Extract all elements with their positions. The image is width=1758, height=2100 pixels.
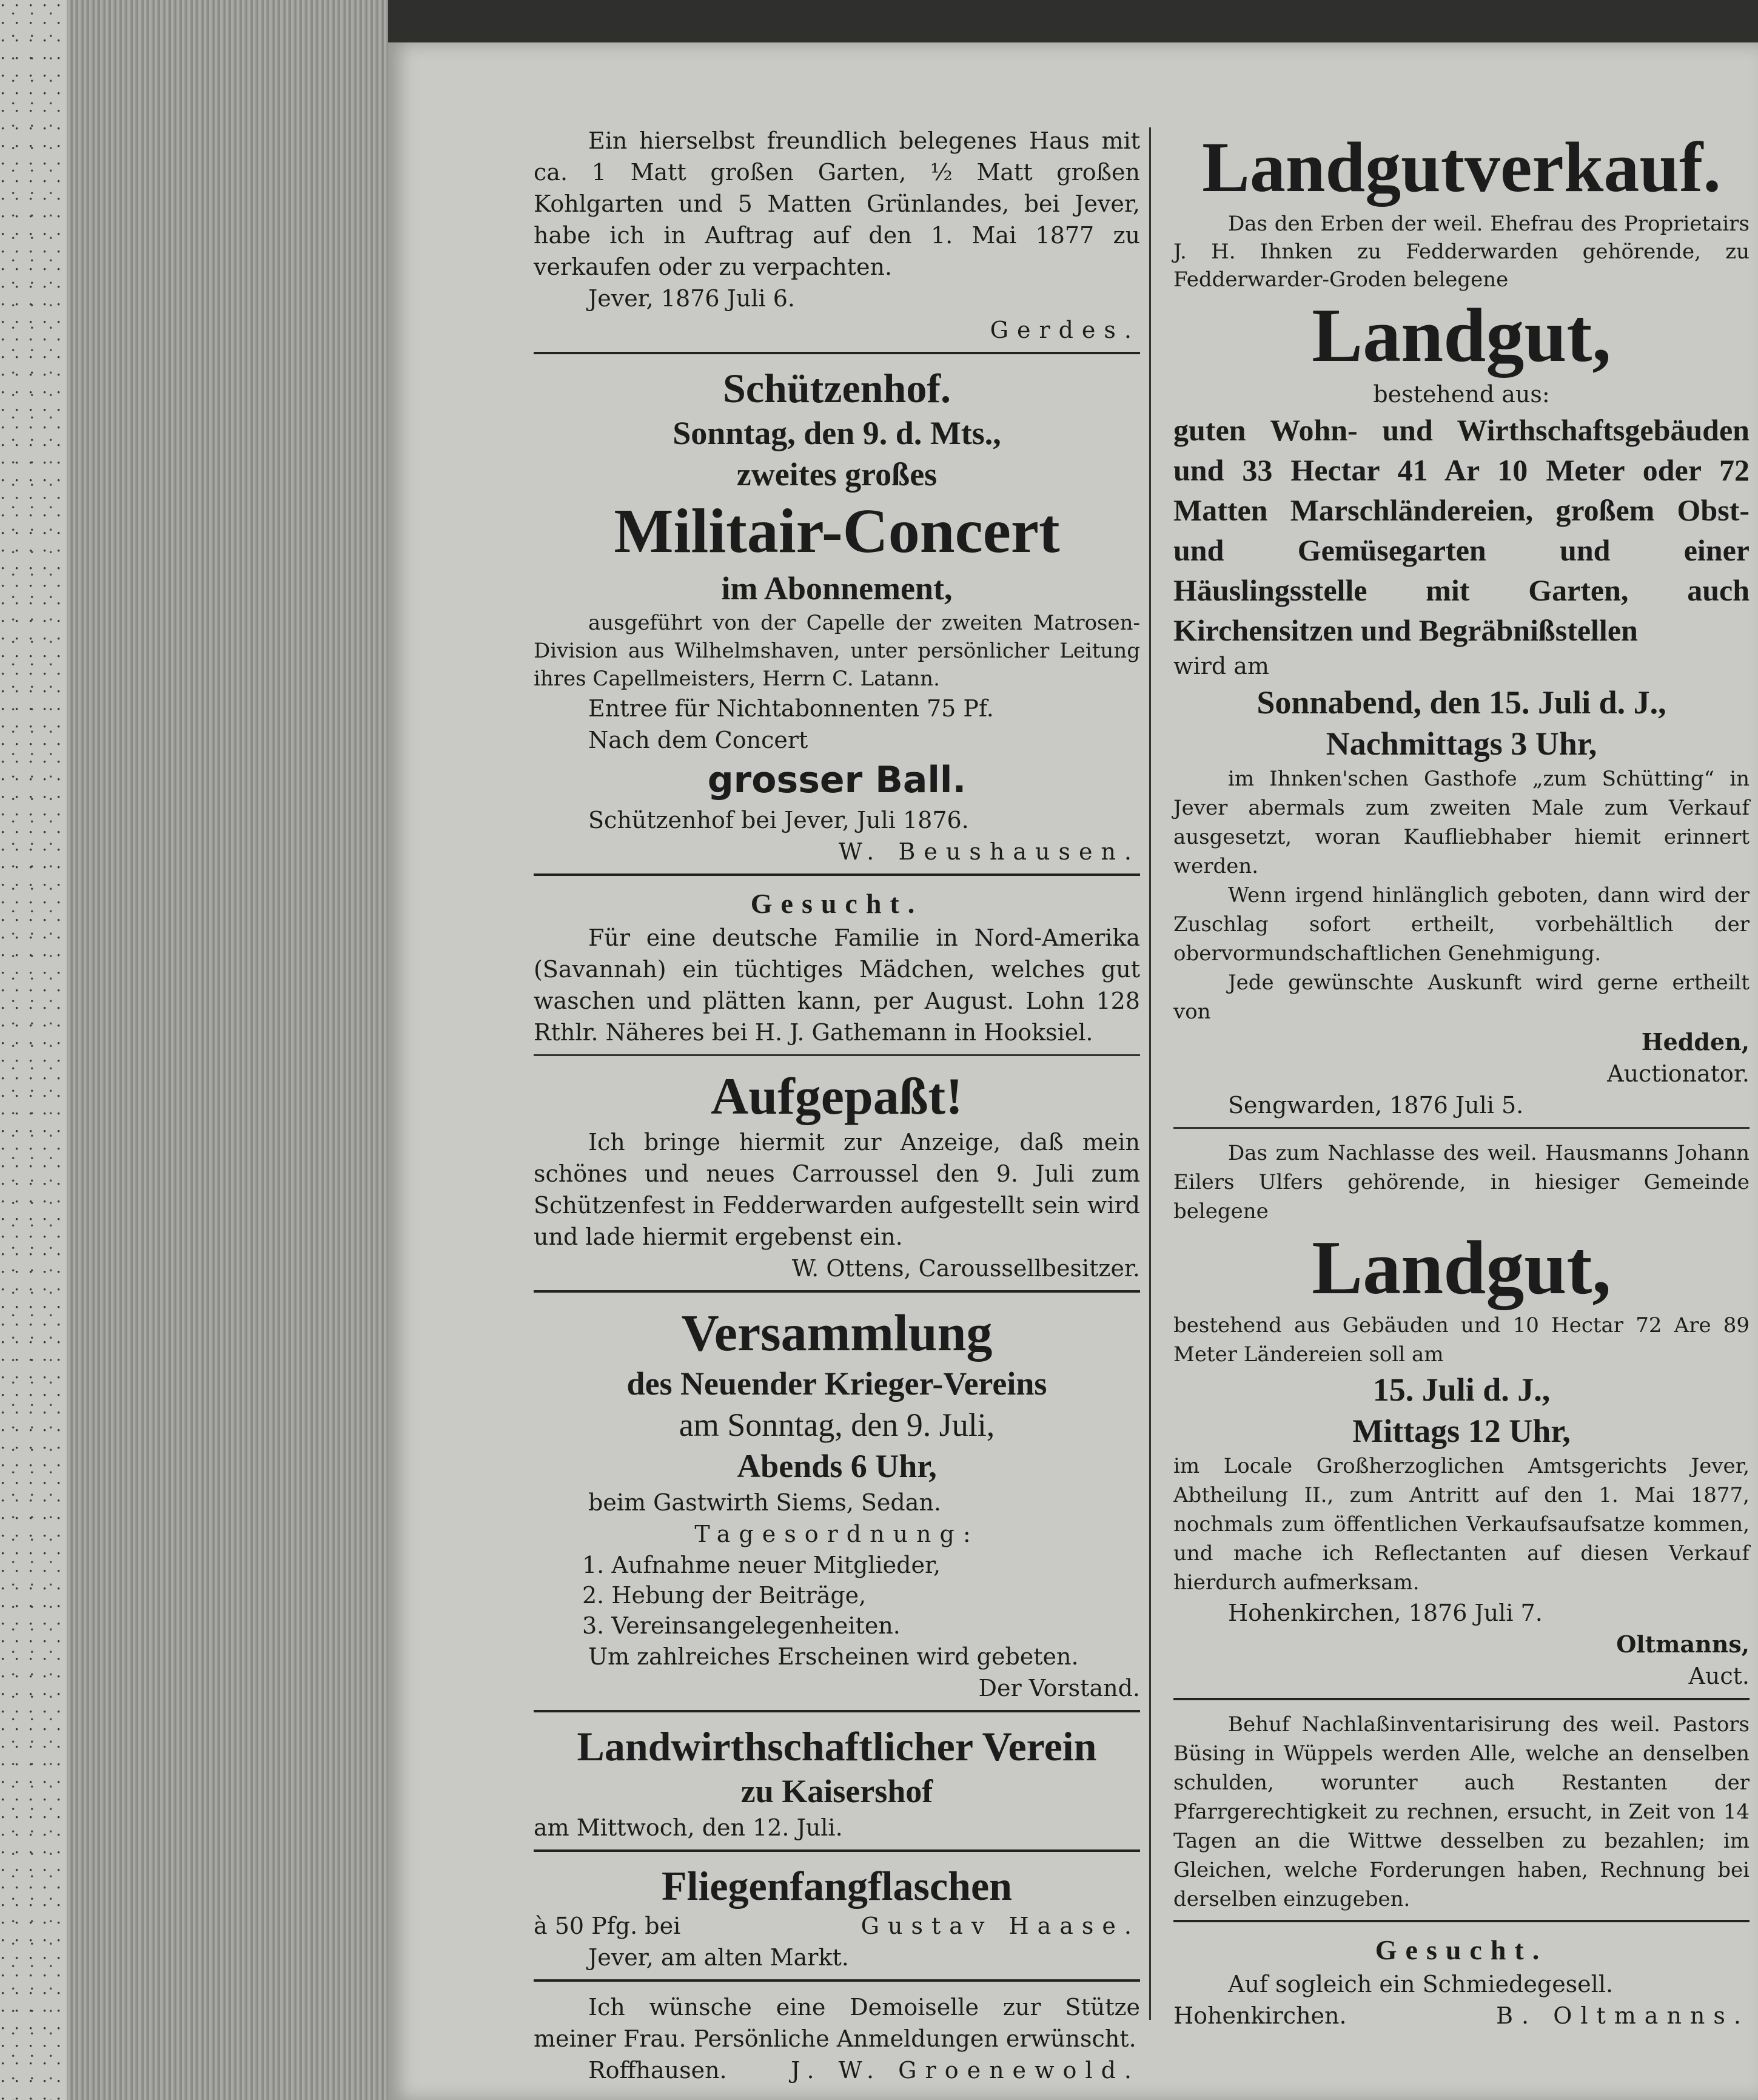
ad-wird: wird am <box>1173 653 1269 679</box>
ad-price-row <box>534 1910 1140 1942</box>
ad-gesucht-smith <box>1173 1928 1750 2038</box>
ad-signature-title: Auctionator. <box>1607 1060 1750 1087</box>
agenda-item: 3. Vereinsangelegenheiten. <box>582 1612 901 1639</box>
ad-title: Gesucht. <box>1375 1934 1548 1965</box>
ad-place: Jever, am alten Markt. <box>588 1944 849 1971</box>
ad-date: 15. Juli d. J., <box>1372 1371 1551 1408</box>
ad-gesucht-maid <box>534 882 1140 1056</box>
ad-text: Jede gewünschte Auskunft wird gerne ertheilt von <box>1173 971 1750 1024</box>
ad-house-sale <box>534 121 1140 354</box>
agenda-title: Tagesordnung: <box>694 1521 979 1547</box>
ad-date: am Mittwoch, den 12. Juli. <box>534 1814 843 1841</box>
ad-description: guten Wohn- und Wirthschaftsgebäuden und 33 Hectar 41 Ar 10 Meter oder 72 Matten Marschländereien, großem Obst- und Gemüsegarten und einer Häuslingsstelle mit Garten, auch Kirchensitzen und Begräbnißstellen <box>1173 413 1750 647</box>
ad-signature: Oltmanns, <box>1616 1631 1750 1658</box>
ad-text: im Locale Großherzoglichen Amtsgerichts Jever, Abtheilung II., zum Antritt auf den 1. Mai 1877, nochmals zum öffentlichen Verkaufsaufsatze kommen, und mache ich Reflectanten auf diesen Verkauf hierdurch aufmerksam. <box>1173 1454 1750 1595</box>
ad-signature: Hedden, <box>1641 1028 1750 1055</box>
ad-text: Auf sogleich ein Schmiedegesell. <box>1228 1971 1614 1997</box>
ad-place: beim Gastwirth Siems, Sedan. <box>588 1489 941 1516</box>
ad-title: Landgutverkauf. <box>1202 127 1721 207</box>
column-divider <box>1149 127 1151 2020</box>
ad-versammlung <box>534 1299 1140 1712</box>
ad-time: Mittags 12 Uhr, <box>1352 1413 1571 1449</box>
ad-title: Schützenhof. <box>723 365 951 411</box>
ad-nachlass <box>1173 1706 1750 1922</box>
ad-footer-row <box>1173 2000 1750 2031</box>
ad-text: Für eine deutsche Familie in Nord-Amerika (Savannah) ein tüchtiges Mädchen, welches gut waschen und plätten kann, per August. Lohn 128 Rthlr. Näheres bei H. J. Gathemann in Hooksiel. <box>534 924 1140 1046</box>
ad-line: Abends 6 Uhr, <box>737 1448 937 1484</box>
ad-headline: Landgut, <box>1312 1226 1611 1310</box>
ad-date-line: Sonntag, den 9. d. Mts., <box>673 415 1001 451</box>
agenda-list <box>534 1550 1140 1641</box>
agenda-item: 1. Aufnahme neuer Mitglieder, <box>582 1552 941 1578</box>
ad-text: im Ihnken'schen Gasthofe „zum Schütting“ in Jever abermals zum zweiten Male zum Verkauf ausgesetzt, woran Kaufliebhaber hiemit erinnert werden. <box>1173 767 1750 878</box>
ad-line: zu Kaisershof <box>740 1773 933 1809</box>
ad-price: à 50 Pfg. bei <box>534 1913 681 1939</box>
ad-landgut-ulfers <box>1173 1135 1750 1700</box>
ad-subtitle: im Abonnement, <box>721 570 953 607</box>
ad-headline: Militair-Concert <box>614 496 1060 566</box>
ad-date: Sonnabend, den 15. Juli d. J., <box>1256 684 1666 721</box>
ad-signature: Der Vorstand. <box>978 1675 1140 1701</box>
ad-landgutverkauf <box>1173 121 1750 1129</box>
right-column <box>1173 121 1750 2044</box>
ad-place: Sengwarden, 1876 Juli 5. <box>1228 1092 1524 1119</box>
ad-intro: Das zum Nachlasse des weil. Hausmanns Johann Eilers Ulfers gehörende, in hiesiger Gemeinde belegene <box>1173 1141 1750 1223</box>
ad-entree: Entree für Nichtabonnenten 75 Pf. <box>588 695 994 722</box>
ad-footer-row <box>534 2055 1140 2086</box>
ad-demoiselle <box>534 1988 1140 2092</box>
ad-place: Hohenkirchen, 1876 Juli 7. <box>1228 1600 1543 1626</box>
book-page-edges <box>0 0 388 2100</box>
ad-line: am Sonntag, den 9. Juli, <box>679 1407 995 1443</box>
ad-signature: B. Oltmanns. <box>1496 2002 1750 2029</box>
agenda-item: 2. Hebung der Beiträge, <box>582 1582 867 1609</box>
left-column <box>534 121 1140 2098</box>
ad-title: Landwirthschaftlicher Verein <box>577 1723 1097 1769</box>
ad-time: Nachmittags 3 Uhr, <box>1326 725 1597 762</box>
ad-subtitle: zweites großes <box>736 456 938 493</box>
ad-bestehend: bestehend aus: <box>1373 381 1550 408</box>
newspaper-page <box>388 42 1758 2100</box>
ad-signature: J. W. Groenewold. <box>791 2057 1140 2084</box>
ad-signature: W. Ottens, Caroussellbesitzer. <box>791 1255 1140 1282</box>
ad-place: Roffhausen. <box>588 2057 727 2084</box>
ad-seller: Gustav Haase. <box>861 1913 1140 1939</box>
ad-request: Um zahlreiches Erscheinen wird gebeten. <box>588 1643 1079 1670</box>
ad-after: Nach dem Concert <box>588 727 808 753</box>
ad-title: Gesucht. <box>750 888 924 919</box>
ad-text: Ich bringe hiermit zur Anzeige, daß mein schönes und neues Carroussel den 9. Juli zum Schützenfest in Fedderwarden aufgestellt sein wird und lade hiermit ergebenst ein. <box>534 1129 1140 1250</box>
ad-title: Versammlung <box>681 1304 993 1362</box>
ad-text: ausgeführt von der Capelle der zweiten Matrosen-Division aus Wilhelmshaven, unter persönlicher Leitung ihres Capellmeisters, Herrn C. Latann. <box>534 611 1140 691</box>
ad-text: Wenn irgend hinlänglich geboten, dann wird der Zuschlag sofort ertheilt, vorbehältlich der obervormundschaftlichen Genehmigung. <box>1173 883 1750 966</box>
ad-place: Schützenhof bei Jever, Juli 1876. <box>588 807 969 833</box>
ad-landwirth-verein <box>534 1718 1140 1852</box>
ad-headline: Landgut, <box>1312 294 1611 378</box>
ad-schuetzenhof <box>534 360 1140 876</box>
ad-title: Aufgepaßt! <box>711 1067 963 1125</box>
ad-signature-title: Auct. <box>1688 1663 1750 1689</box>
ad-fliegenfang <box>534 1858 1140 1982</box>
ad-text: Ein hierselbst freundlich belegenes Haus mit ca. 1 Matt großen Garten, ½ Matt großen Kohlgarten und 5 Matten Grünlandes, bei Jever, habe ich in Auftrag auf den 1. Mai 1877 zu verkaufen oder zu verpachten. <box>534 127 1140 280</box>
ad-ball: grosser Ball. <box>707 759 967 801</box>
ad-title: Fliegenfangflaschen <box>662 1863 1012 1909</box>
ad-signature: W. Beushausen. <box>838 838 1140 865</box>
ad-date: Jever, 1876 Juli 6. <box>588 285 795 312</box>
ad-line: des Neuender Krieger-Vereins <box>626 1365 1047 1402</box>
ad-aufgepasst <box>534 1062 1140 1293</box>
ad-signature: Gerdes. <box>990 317 1140 343</box>
ad-description: bestehend aus Gebäuden und 10 Hectar 72 Are 89 Meter Ländereien soll am <box>1173 1313 1750 1367</box>
ad-text: Ich wünsche eine Demoiselle zur Stütze meiner Frau. Persönliche Anmeldungen erwünscht. <box>534 1994 1140 2052</box>
ad-text: Behuf Nachlaßinventarisirung des weil. Pastors Büsing in Wüppels werden Alle, welche an denselben schulden, worunter auch Restanten der Pfarrgerechtigkeit zu rechnen, ersucht, in Zeit von 14 Tagen an die Wittwe desselben zu bezahlen; im Gleichen, welche Forderungen haben, Rechnung bei derselben einzugeben. <box>1173 1712 1750 1911</box>
ad-intro: Das den Erben der weil. Ehefrau des Proprietairs J. H. Ihnken zu Fedderwarden gehörende, zu Fedderwarder-Groden belegene <box>1173 212 1750 292</box>
ad-place: Hohenkirchen. <box>1173 2002 1347 2029</box>
